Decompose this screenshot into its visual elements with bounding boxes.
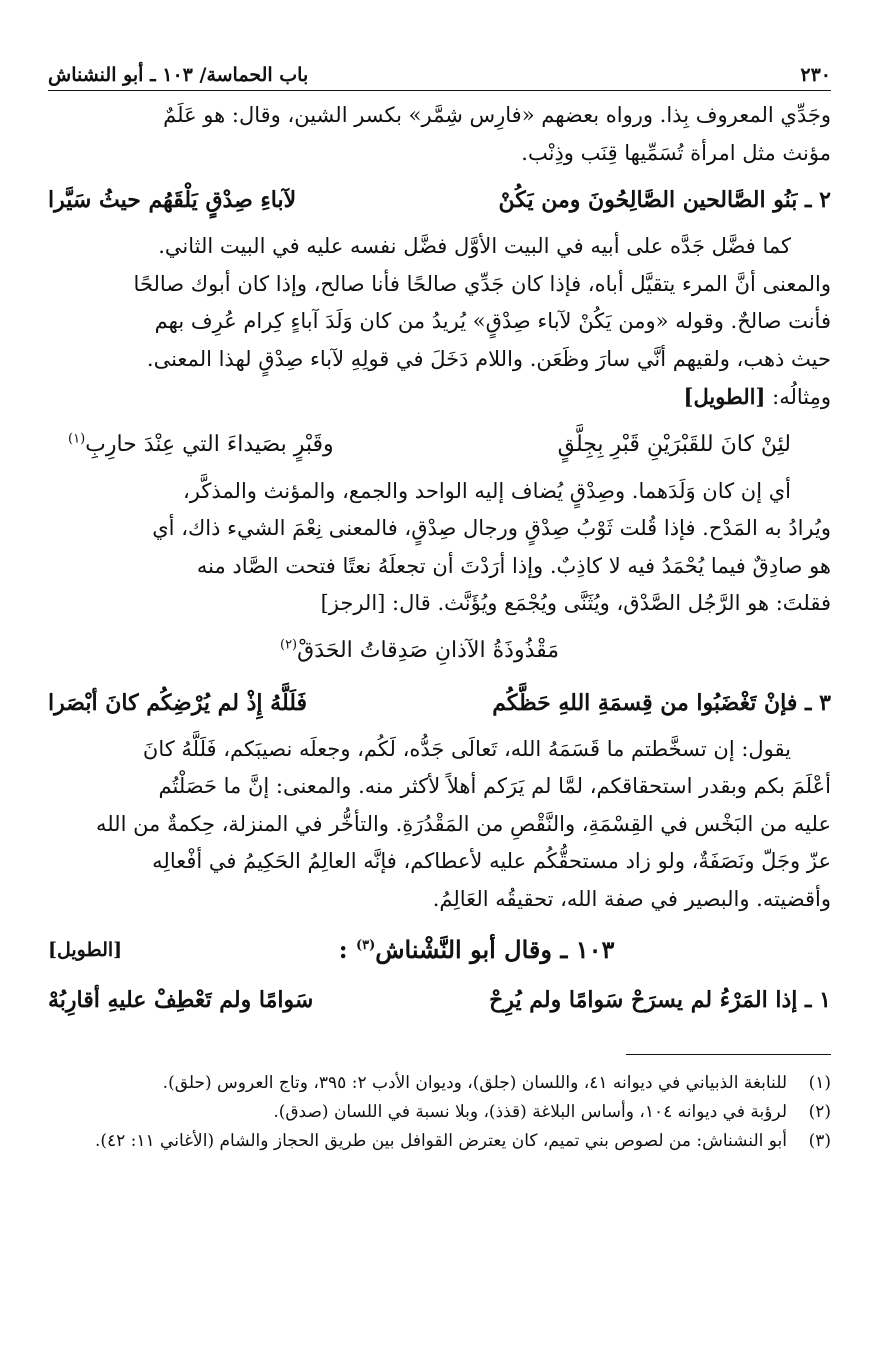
footnote-text: لرؤبة في ديوانه ١٠٤، وأساس البلاغة (قذذ)، وبلا نسبة في اللسان (صدق). — [273, 1102, 787, 1122]
footnote-number: (٣) — [808, 1131, 831, 1151]
verse-hemistich-second: فَلَلَّهُ إِذْ لم يُرْضِكُم كانَ أبْصَرا — [48, 689, 308, 716]
example-intro: ومِثالُه: — [772, 385, 831, 409]
verse-hemistich-first: ٣ ـ فإنْ تَغْضَبُوا من قِسمَةِ اللهِ حَظَّكُم — [492, 689, 831, 716]
paragraph-line: أعْلَمَ بكم وبقدر استحقاقكم، لمَّا لم يَرَكم أهلاً لأكثر منه. والمعنى: إنَّ ما حَصَلْتُم — [158, 774, 831, 798]
paragraph-line: حيث ذهب، ولقيهم أنَّي سارَ وظَعَن. واللام دَخَلَ في قولِهِ لآباء صِدْقٍ لهذا المعنى. — [146, 346, 831, 371]
verse-hemistich-second — [68, 421, 334, 469]
meter-label: [الطويل] — [683, 384, 766, 409]
verse-hemistich-second: لآباءِ صِدْقٍ يَلْقَهُم حيثُ سَيَّرا — [48, 187, 297, 213]
verse-hemistich-second: سَوامًا ولم تَعْطِفْ عليهِ أقارِبُهْ — [48, 987, 314, 1013]
paragraph-line: أي إن كان وَلَدَهما. وصِدْقٍ يُضاف إليه الواحد والجمع، والمؤنث والمذكَّر، — [183, 478, 791, 503]
footnote-number: (٢) — [808, 1102, 831, 1122]
quoted-verse-1 — [48, 421, 831, 469]
verse-text: مَقْذُوذَةُ الآذانِ صَدِقاتُ الحَدَقْ — [297, 637, 560, 663]
section-meter: [الطويل] — [48, 939, 123, 961]
paragraph-line: عليه من البَخْس في القِسْمَةِ، والنَّقْصِ من المَقْدُرَةِ. والتأخُّر في المنزلة، حِكمةٌ من الله — [95, 811, 831, 836]
paragraph-line: فأنت صالحٌ. وقوله «ومن يَكُنْ لآباء صِدْقٍ» يُريدُ من كان وَلَدَ آباءٍ كِرام عُرِف بهم — [154, 309, 831, 333]
verse-3 — [48, 679, 831, 727]
page-number: ٢٣٠ — [800, 64, 831, 86]
footnote-marker: (٣) — [355, 938, 376, 953]
footnote-marker: (٢) — [279, 637, 298, 653]
footnote-divider — [626, 1054, 831, 1055]
section-title — [122, 928, 831, 972]
paragraph-line: وأقضيته. والبصير في صفة الله، تحقيقُه العَالِمُ. — [432, 886, 831, 911]
hemistich-text: وقَبْرٍ بصَيداءَ التي عِنْدَ حارِبِ — [85, 431, 334, 457]
verse-line — [280, 627, 599, 675]
paragraph-line: والمعنى أنَّ المرء يتقيَّل أباه، فإذا كان جَدِّي صالحًا فأنا صالح، وإذا كان أبوك صالحًا — [133, 271, 831, 296]
page-header — [48, 48, 831, 91]
footnote-item — [48, 1127, 831, 1156]
running-title: باب الحماسة/ ١٠٣ ـ أبو النشناش — [48, 64, 309, 86]
paragraph-line: كما فضَّل جَدَّه على أبيه في البيت الأوَّل فضَّل نفسه عليه في البيت الثاني. — [158, 234, 791, 258]
section-heading — [48, 928, 831, 972]
paragraph-line: ويُرادُ به المَدْح. فإذا قُلت ثَوْبُ صِدْقٍ ورجال صِدْقٍ، فالمعنى نِعْمَ الشيء ذاك، أي — [152, 516, 831, 540]
section-title-colon: : — [338, 935, 348, 964]
verse-1-section-103 — [48, 976, 831, 1024]
main-text — [48, 97, 831, 1024]
paragraph-line: يقول: إن تسخَّطتم ما قَسَمَهُ الله، تَعالَى جَدُّه، لَكُم، وجعلَه نصيبَكم، فَلَلَّهُ كانَ — [142, 736, 791, 761]
footnote-text: أبو النشناش: من لصوص بني تميم، كان يعترض القوافل بين طريق الحجاز والشام (الأغاني ١١: ٤٢). — [94, 1131, 787, 1151]
paragraph-line: عزّ وجَلّ ونَصَفَةٌ، ولو زاد مستحقُّكُم عليه لأعطاكم، فإنَّه العالِمُ الحَكِيمُ في أفْعالِه — [152, 849, 831, 873]
book-page — [48, 48, 831, 1338]
paragraph-line: مؤنث مثل امرأة تُسَمِّيها قِنَب وذِنْب. — [521, 140, 831, 165]
verse-hemistich-first: ٢ ـ بَنُو الصَّالحين الصَّالِحُونَ ومن يَكُنْ — [498, 187, 831, 213]
section-title-text: ١٠٣ ـ وقال أبو النَّشْناش — [375, 935, 615, 964]
footnote-number: (١) — [808, 1073, 831, 1093]
footnotes — [48, 1069, 831, 1156]
verse-hemistich-first: ١ ـ إذا المَرْءُ لم يسرَحْ سَوامًا ولم يُرِحْ — [489, 987, 831, 1013]
footnote-item — [48, 1069, 831, 1098]
verse-hemistich-first: لئِنْ كانَ للقَبْرَيْنِ قَبْرِ بِجِلَّقٍ — [557, 431, 791, 457]
footnote-item — [48, 1098, 831, 1127]
paragraph-line — [48, 378, 831, 417]
verse-2 — [48, 176, 831, 224]
footnote-marker: (١) — [68, 431, 86, 447]
paragraph-line: فقلتَ: هو الرَّجُل الصَّدْق، ويُثَنَّى ويُجْمَع ويُؤَنَّث. قال: [الرجز] — [320, 591, 831, 615]
footnote-text: للنابغة الذبياني في ديوانه ٤١، واللسان (جلق)، وديوان الأدب ٢: ٣٩٥، وتاج العروس (حلق). — [162, 1073, 787, 1093]
paragraph-line: هو صادِقٌ فيما يُحْمَدُ فيه لا كاذِبٌ. وإذا أرَدْتَ أن تجعلَهُ نعتًا فتحت الصَّاد منه — [196, 553, 831, 578]
quoted-verse-2 — [48, 627, 831, 675]
paragraph-line: وجَدِّي المعروف بِذا. ورواه بعضهم «فارِس شِمَّر» بكسر الشين، وقال: هو عَلَمٌ — [163, 103, 831, 127]
